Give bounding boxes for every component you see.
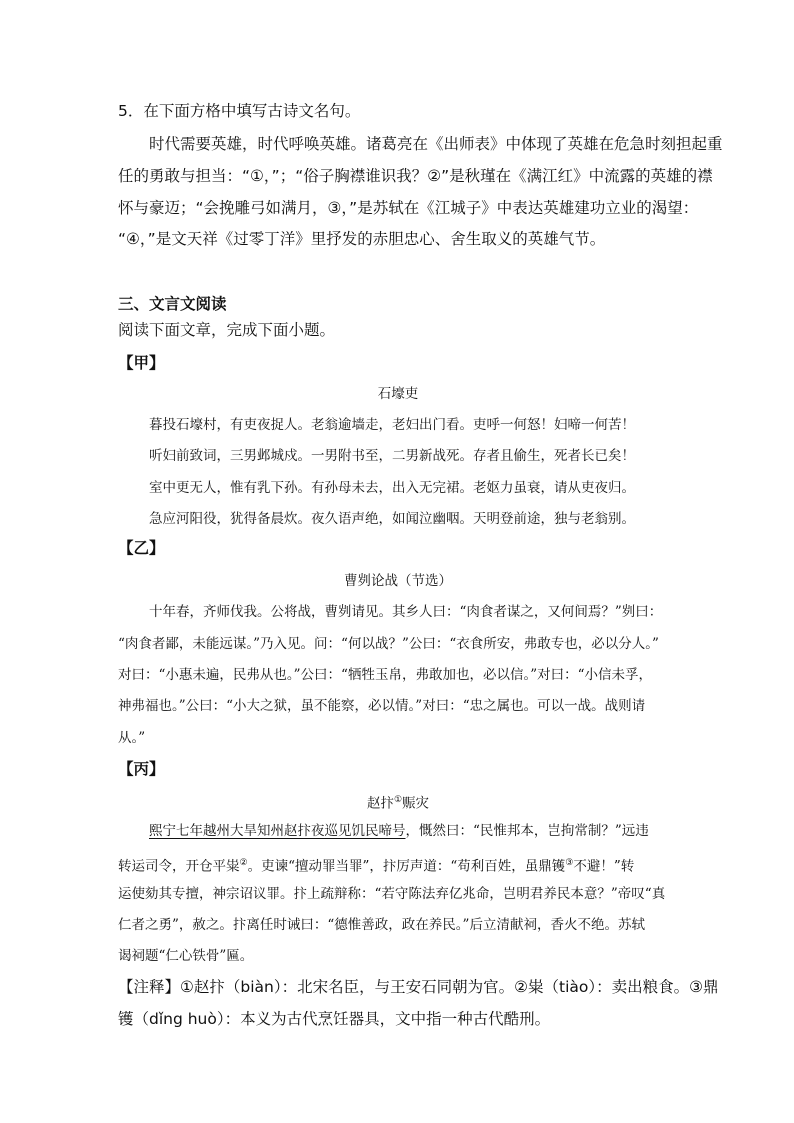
passage-bing-title-text: 赵抃 [366, 795, 394, 812]
passage-bing-text: 转运司令，开仓平粜 [118, 858, 240, 875]
passage-bing-line: 仁者之勇”，赦之。抃离任时诫曰：“德惟善政，政在养民。”后立清献祠，香火不绝。苏轼 [118, 917, 645, 933]
question-5-paragraph-line: 怀与豪迈；“会挽雕弓如满月，③，”是苏轼在《江城子》中表达英雄建功立业的渴望： [118, 199, 699, 217]
annotation-line: 【注释】①赵抃（biàn）：北宋名臣，与王安石同朝为官。②粜（tiào）：卖出粮食。③鼎 [118, 978, 719, 996]
question-5-stem: 5．在下面方格中填写古诗文名句。 [118, 102, 361, 120]
footnote-marker: ② [239, 858, 248, 868]
annotation-line: 镬（dǐng huò）：本义为古代烹饪器具，文中指一种古代酷刑。 [118, 1010, 551, 1028]
underlined-sentence: 熙宁七年越州大旱知州赵抃夜巡见饥民啼号 [149, 823, 406, 839]
passage-yi-line: 十年春，齐师伐我。公将战，曹刿请见。其乡人曰：“肉食者谋之，又何间焉？”刿曰： [149, 604, 663, 620]
passage-yi-line: 对曰：“小惠未遍，民弗从也。”公曰：“牺牲玉帛，弗敢加也，必以信。”对曰：“小信未孚， [118, 667, 653, 683]
footnote-marker: ① [393, 795, 403, 805]
passage-jia-line: 暮投石壕村，有吏夜捉人。老翁逾墙走，老妇出门看。吏呼一何怒！妇啼一何苦！ [149, 417, 635, 433]
passage-bing-line [118, 821, 678, 842]
passage-yi-line: “肉食者鄙，未能远谋。”乃入见。问：“何以战？”公曰：“衣食所安，弗敢专也，必以分人。” [118, 636, 659, 652]
footnote-marker: ③ [565, 858, 574, 868]
passage-bing-label: 【丙】 [118, 760, 165, 778]
section-3-instruction: 阅读下面文章，完成下面小题。 [118, 321, 336, 339]
passage-yi-line: 从。” [118, 730, 146, 746]
passage-bing-line: 谒祠题“仁心铁骨”匾。 [118, 948, 254, 964]
question-5-paragraph-line: 任的勇敢与担当：“①，”；“俗子胸襟谁识我？②”是秋瑾在《满江红》中流露的英雄的襟 [118, 167, 713, 185]
passage-bing-text: 。吏谏“擅动罪当罪”，抃厉声道：“苟利百姓，虽鼎镬 [247, 858, 566, 875]
passage-bing-line [118, 853, 678, 878]
passage-jia-label: 【甲】 [118, 354, 165, 372]
passage-yi-label: 【乙】 [118, 539, 165, 557]
passage-jia-line: 听妇前致词，三男邺城戍。一男附书至，二男新战死。存者且偷生，死者长已矣！ [149, 448, 635, 464]
passage-bing-text: 不避！”转 [573, 858, 635, 875]
passage-bing-title [118, 790, 678, 815]
passage-jia-title: 石壕吏 [377, 386, 419, 402]
passage-yi-title: 曹刿论战（节选） [344, 573, 452, 589]
question-5-paragraph-line: “④，”是文天祥《过零丁洋》里抒发的赤胆忠心、舍生取义的英雄气节。 [118, 230, 606, 248]
passage-bing-text: ，慨然曰：“民惟邦本，岂拘常制？”远违 [405, 823, 649, 839]
passage-jia-line: 急应河阳役，犹得备晨炊。夜久语声绝，如闻泣幽咽。天明登前途，独与老翁别。 [149, 511, 635, 527]
passage-jia-line: 室中更无人，惟有乳下孙。有孙母未去，出入无完裙。老妪力虽衰，请从吏夜归。 [149, 480, 635, 496]
passage-yi-line: 神弗福也。”公曰：“小大之狱，虽不能察，必以情。”对曰：“忠之属也。可以一战。战则请 [118, 698, 646, 714]
passage-bing-line: 运使劾其专擅，神宗诏议罪。抃上疏辩称：“若守陈法弃亿兆命，岂明君养民本意？”帝叹“真 [118, 886, 666, 902]
question-5-paragraph-line: 时代需要英雄，时代呼唤英雄。诸葛亮在《出师表》中体现了英雄在危急时刻担起重 [149, 135, 723, 153]
passage-bing-title-tail: 赈灾 [402, 795, 430, 812]
section-3-heading: 三、文言文阅读 [118, 295, 227, 313]
